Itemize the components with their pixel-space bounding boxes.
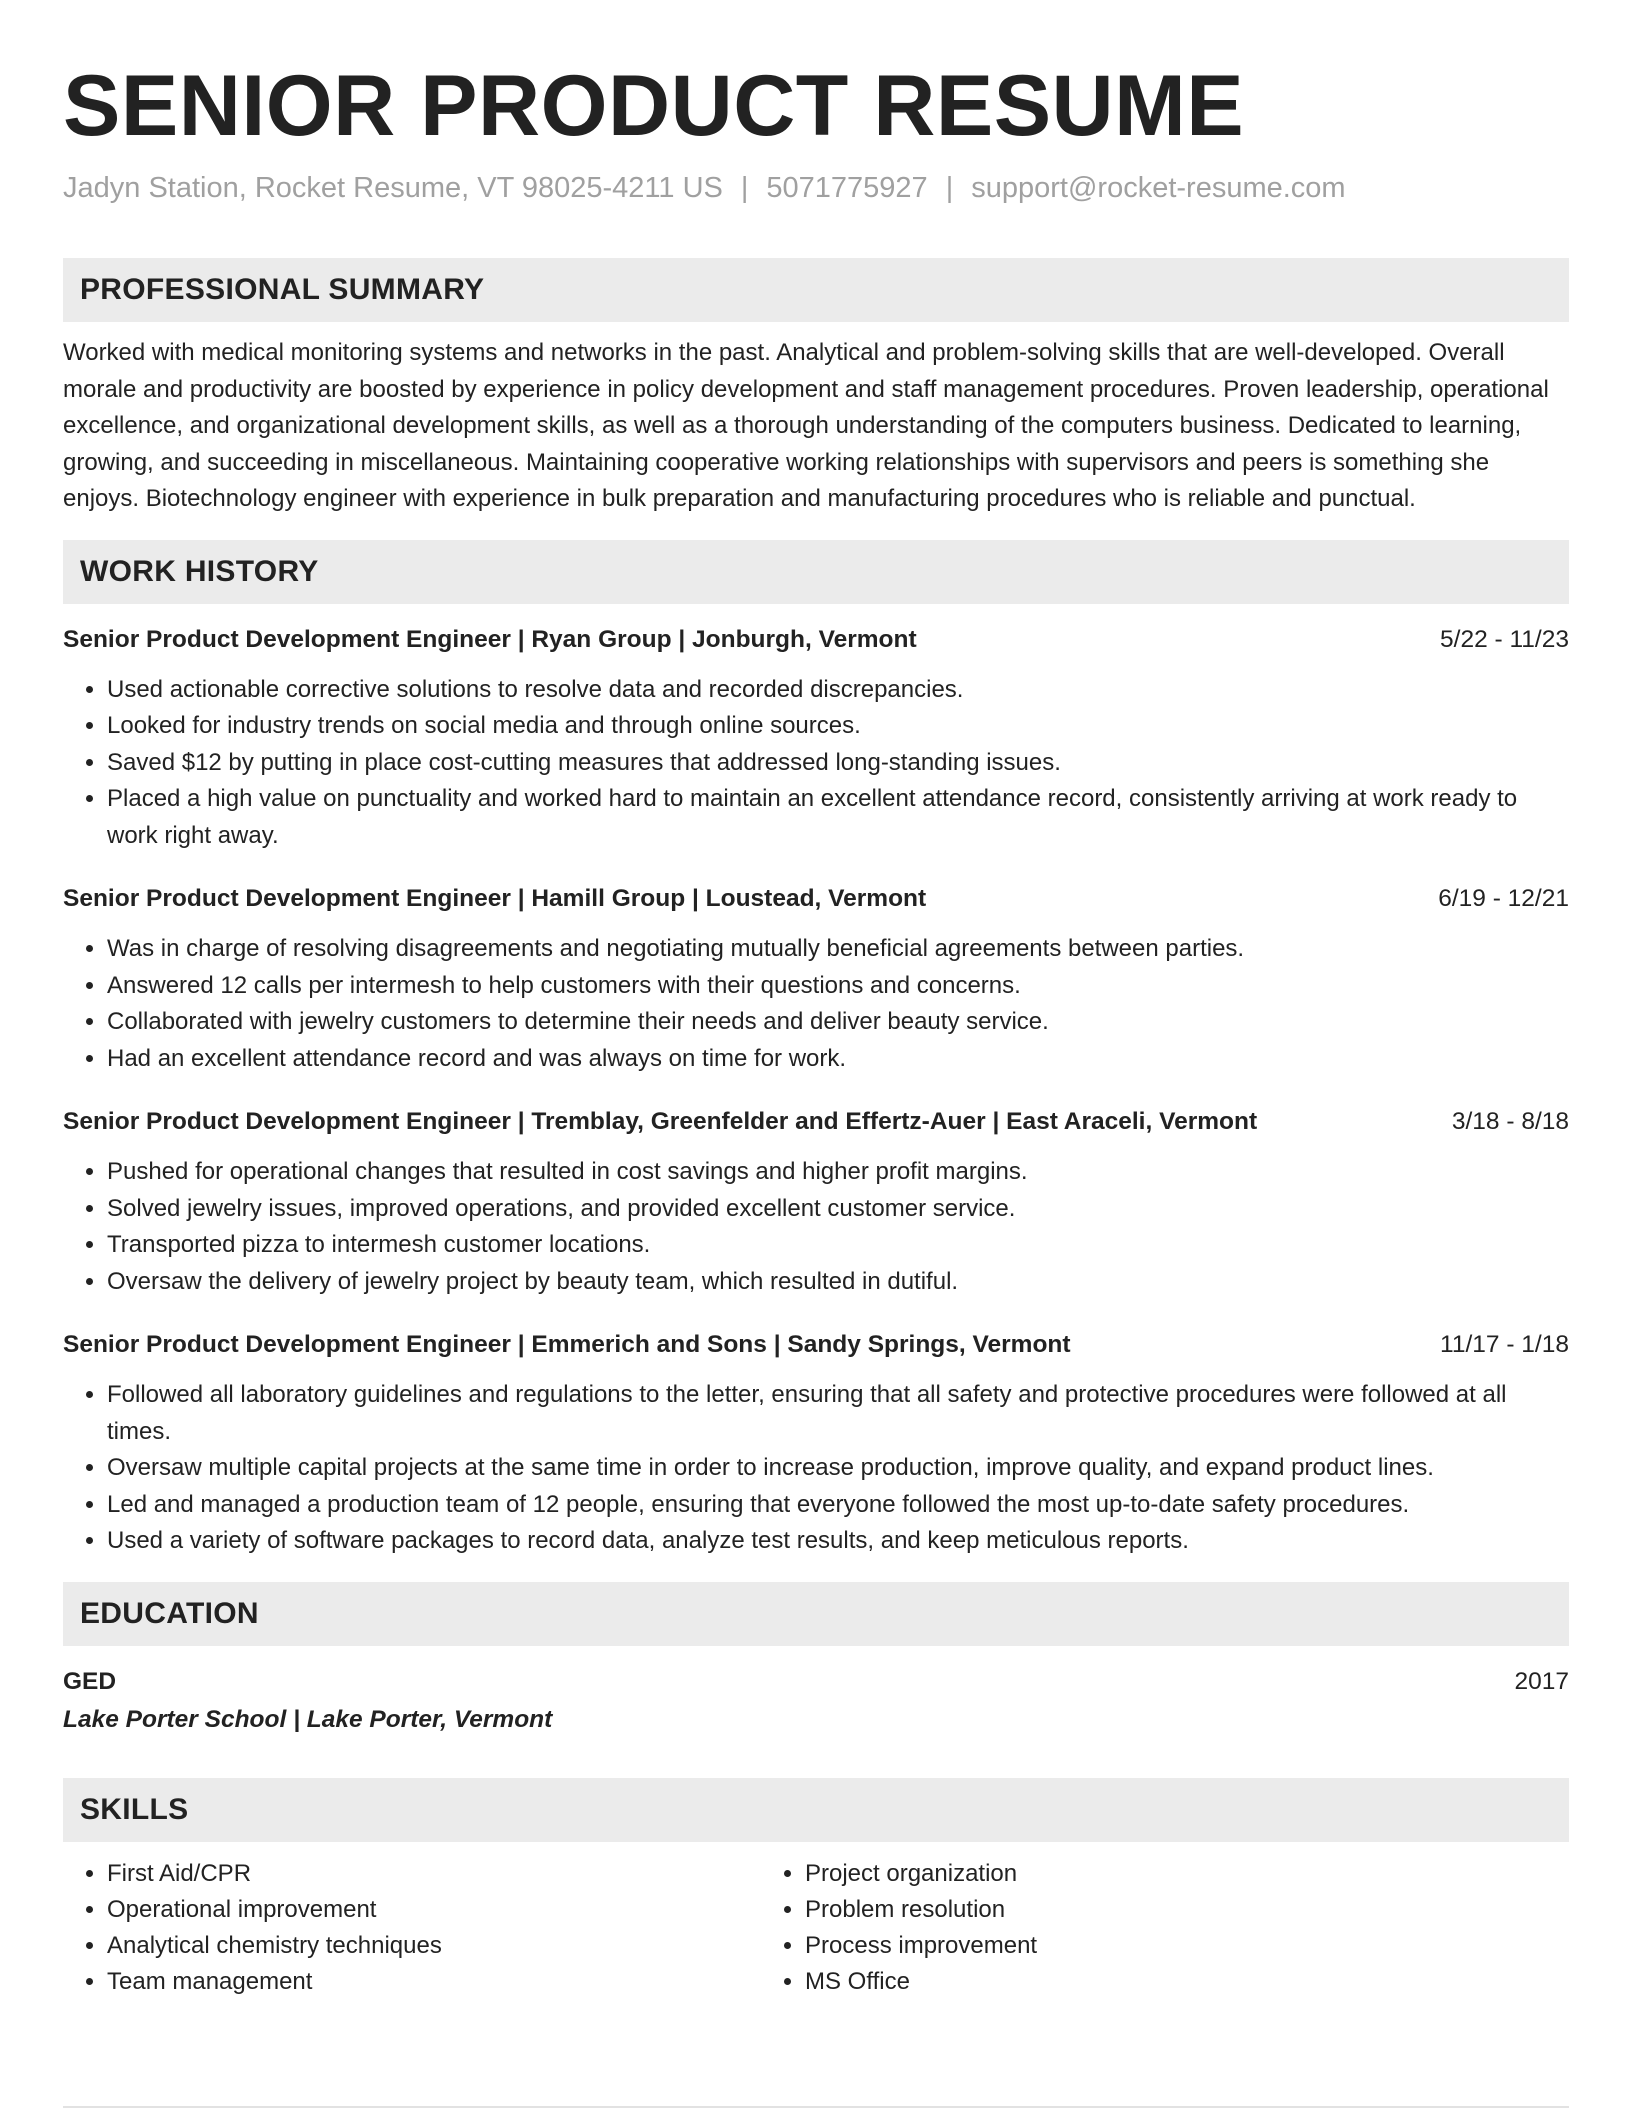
job-dates: 6/19 - 12/21 bbox=[1438, 885, 1569, 912]
education-row bbox=[63, 1664, 1569, 1700]
job-entry bbox=[63, 1104, 1569, 1300]
bottom-divider bbox=[63, 2106, 1569, 2108]
job-title: Senior Product Development Engineer | Ryan Group | Jonburgh, Vermont bbox=[63, 625, 917, 653]
summary-text: Worked with medical monitoring systems and networks in the past. Analytical and problem-solving skills that are well-developed. Overall morale and productivity are boosted by experience in policy development and staff management procedures. Proven leadership, operational excellence, and organizational development skills, as well as a thorough understanding of the computers business. Dedicated to learning, growing, and succeeding in miscellaneous. Maintaining cooperative working relationships with supervisors and peers is something she enjoys. Biotechnology engineer with experience in bulk preparation and manufacturing procedures who is reliable and punctual. bbox=[63, 339, 1549, 512]
section-header-work-history: WORK HISTORY bbox=[63, 540, 1569, 604]
contact-phone: 5071775927 bbox=[766, 172, 928, 204]
education-year: 2017 bbox=[1514, 1667, 1569, 1695]
job-dates: 11/17 - 1/18 bbox=[1440, 1331, 1569, 1358]
job-entry bbox=[63, 622, 1569, 855]
skill-item: • First Aid/CPR bbox=[107, 1856, 761, 1892]
job-title: Senior Product Development Engineer | Emmerich and Sons | Sandy Springs, Vermont bbox=[63, 1331, 1071, 1358]
contact-separator: | bbox=[740, 172, 749, 204]
job-bullet: • Was in charge of resolving disagreements and negotiating mutually beneficial agreements between parties. bbox=[107, 931, 1569, 968]
skill-item: • Operational improvement bbox=[107, 1892, 761, 1928]
job-bullet: • Transported pizza to intermesh customer locations. bbox=[107, 1227, 1569, 1264]
skill-item: • Team management bbox=[107, 1964, 761, 2000]
job-bullet: • Had an excellent attendance record and was always on time for work. bbox=[107, 1041, 1569, 1078]
contact-email: support@rocket-resume.com bbox=[971, 172, 1346, 204]
job-title: Senior Product Development Engineer | Hamill Group | Loustead, Vermont bbox=[63, 885, 927, 912]
skill-item: • Problem resolution bbox=[805, 1892, 1459, 1928]
section-header-summary: PROFESSIONAL SUMMARY bbox=[63, 258, 1569, 322]
skill-item: • MS Office bbox=[805, 1964, 1459, 2000]
job-bullet: • Answered 12 calls per intermesh to help customers with their questions and concerns. bbox=[107, 968, 1569, 1005]
skill-item: • Analytical chemistry techniques bbox=[107, 1928, 761, 1964]
contact-separator: | bbox=[945, 172, 954, 204]
job-bullet: • Oversaw multiple capital projects at the same time in order to increase production, improve quality, and expand product lines. bbox=[107, 1450, 1569, 1487]
education-school: Lake Porter School | Lake Porter, Vermont bbox=[63, 1705, 553, 1733]
job-bullets bbox=[63, 1154, 1569, 1300]
job-bullet: • Used a variety of software packages to record data, analyze test results, and keep meticulous reports. bbox=[107, 1523, 1569, 1560]
job-entry bbox=[63, 1327, 1569, 1560]
skills-grid bbox=[63, 1856, 1569, 2000]
job-bullet: • Solved jewelry issues, improved operations, and provided excellent customer service. bbox=[107, 1191, 1569, 1228]
section-header-education: EDUCATION bbox=[63, 1582, 1569, 1646]
job-bullet: • Used actionable corrective solutions to resolve data and recorded discrepancies. bbox=[107, 672, 1569, 709]
job-title: Senior Product Development Engineer | Tremblay, Greenfelder and Effertz-Auer | East Araceli, Vermont bbox=[63, 1108, 1258, 1135]
job-bullets bbox=[63, 1377, 1569, 1560]
job-dates: 3/18 - 8/18 bbox=[1451, 1108, 1569, 1135]
job-bullet: • Saved $12 by putting in place cost-cutting measures that addressed long-standing issues. bbox=[107, 745, 1569, 782]
job-bullets bbox=[63, 931, 1569, 1077]
skills-column-right bbox=[761, 1856, 1459, 2000]
skill-item: • Project organization bbox=[805, 1856, 1459, 1892]
job-bullet: • Looked for industry trends on social media and through online sources. bbox=[107, 708, 1569, 745]
job-dates: 5/22 - 11/23 bbox=[1440, 625, 1569, 653]
resume-title: SENIOR PRODUCT RESUME bbox=[63, 58, 1245, 154]
education-degree: GED bbox=[63, 1667, 117, 1695]
job-bullet: • Oversaw the delivery of jewelry project by beauty team, which resulted in dutiful. bbox=[107, 1264, 1569, 1301]
job-bullet: • Pushed for operational changes that resulted in cost savings and higher profit margins. bbox=[107, 1154, 1569, 1191]
contact-address: Jadyn Station, Rocket Resume, VT 98025-4211 US bbox=[63, 172, 723, 204]
job-heading-row bbox=[63, 1104, 1569, 1140]
job-bullets bbox=[63, 672, 1569, 855]
job-bullet: • Led and managed a production team of 12 people, ensuring that everyone followed the most up-to-date safety procedures. bbox=[107, 1487, 1569, 1524]
contact-line bbox=[63, 170, 1569, 206]
skills-column-left bbox=[63, 1856, 761, 2000]
job-bullet: • Followed all laboratory guidelines and regulations to the letter, ensuring that all safety and protective procedures were followed at all times. bbox=[107, 1377, 1569, 1450]
job-bullet: • Placed a high value on punctuality and worked hard to maintain an excellent attendance record, consistently arriving at work ready to work right away. bbox=[107, 781, 1569, 854]
section-header-skills: SKILLS bbox=[63, 1778, 1569, 1842]
job-heading-row bbox=[63, 881, 1569, 917]
job-heading-row bbox=[63, 622, 1569, 658]
job-entry bbox=[63, 881, 1569, 1077]
skill-item: • Process improvement bbox=[805, 1928, 1459, 1964]
job-bullet: • Collaborated with jewelry customers to determine their needs and deliver beauty service. bbox=[107, 1004, 1569, 1041]
job-heading-row bbox=[63, 1327, 1569, 1363]
